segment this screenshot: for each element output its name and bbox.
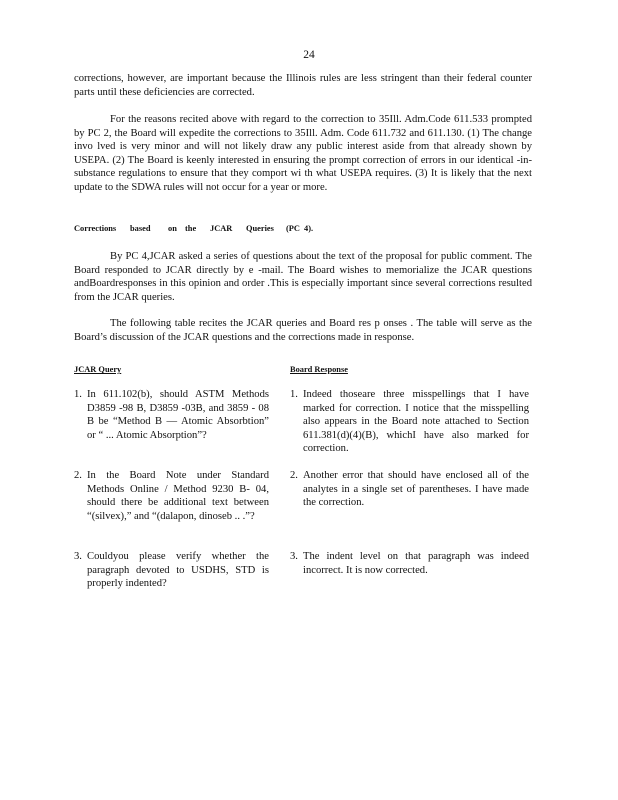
item-number: 3. — [290, 551, 298, 562]
item-number: 1. — [290, 389, 298, 400]
paragraph-expedite-corrections: For the reasons recited above with regard to the correction to 35Ill. Adm.Code 611.533 prompted by PC 2, the Board will expedite the corrections to 35Ill. Adm. Code 611.732 and 611.130. (1) The change invo lved is very minor and will not likely draw any public interest aside from that already shown by USEPA. (2) The Board is keenly interested in ensuring the prompt correction of errors in our identical -in-substance regulations to ensure that they comport wi th what USEPA requires. (3) It is likely that the next update to the SDWA rules will not occur for a year or more. — [74, 114, 532, 193]
item-number: 1. — [74, 389, 82, 400]
item-number: 3. — [74, 551, 82, 562]
paragraph-table-intro: The following table recites the JCAR queries and Board res p onses . The table will serve as the Board’s discussion of the JCAR questions and the corrections made in response. — [74, 318, 532, 343]
response-text: The indent level on that paragraph was indeed incorrect. It is now corrected. — [303, 551, 529, 576]
heading-word: Queries — [246, 224, 274, 233]
heading-word: (PC — [286, 224, 300, 233]
table-header-board-response: Board Response — [290, 365, 348, 374]
query-text: In the Board Note under Standard Methods Online / Method 9230 B- 04, should there be additional text between “(silvex),” and “(dalapon, dinoseb .. .”? — [87, 470, 269, 522]
table-header-jcar-query: JCAR Query — [74, 365, 122, 374]
item-number: 2. — [290, 470, 298, 481]
heading-word: the — [185, 224, 197, 233]
response-text: Indeed thoseare three misspellings that I have marked for correction. I notice that the misspelling also appears in the Board note attached to Section 611.381(d)(4)(B), whichI have also marked for correction. — [303, 389, 529, 455]
query-text: In 611.102(b), should ASTM Methods D3859 -98 B, D3859 -03B, and 3859 - 08 B be “Method B — Atomic Absorbtion” or “ ... Atomic Absorption”? — [87, 389, 269, 441]
heading-word: based — [130, 224, 151, 233]
response-text: Another error that should have enclosed all of the analytes in a single set of parentheses. I have made the correction. — [303, 470, 529, 509]
heading-word: 4). — [304, 224, 314, 233]
paragraph-jcar-questions: By PC 4,JCAR asked a series of questions about the text of the proposal for public comment. The Board responded to JCAR directly by e -mail. The Board wishes to memorialize the JCAR questions andBoardresponses in this opinion and order .This is especially important since several corrections resulted from the JCAR queries. — [74, 251, 532, 303]
paragraph-continuation: corrections, however, are important because the Illinois rules are less stringent than their federal counter parts until these deficiencies are corrected. — [74, 73, 532, 98]
heading-word: on — [168, 224, 177, 233]
heading-word: Corrections — [74, 224, 117, 233]
query-text: Couldyou please verify whether the paragraph devoted to USDHS, STD is properly indented? — [87, 551, 269, 590]
heading-word: JCAR — [210, 224, 233, 233]
page-number: 24 — [303, 49, 315, 61]
section-heading — [74, 222, 534, 236]
item-number: 2. — [74, 470, 82, 481]
